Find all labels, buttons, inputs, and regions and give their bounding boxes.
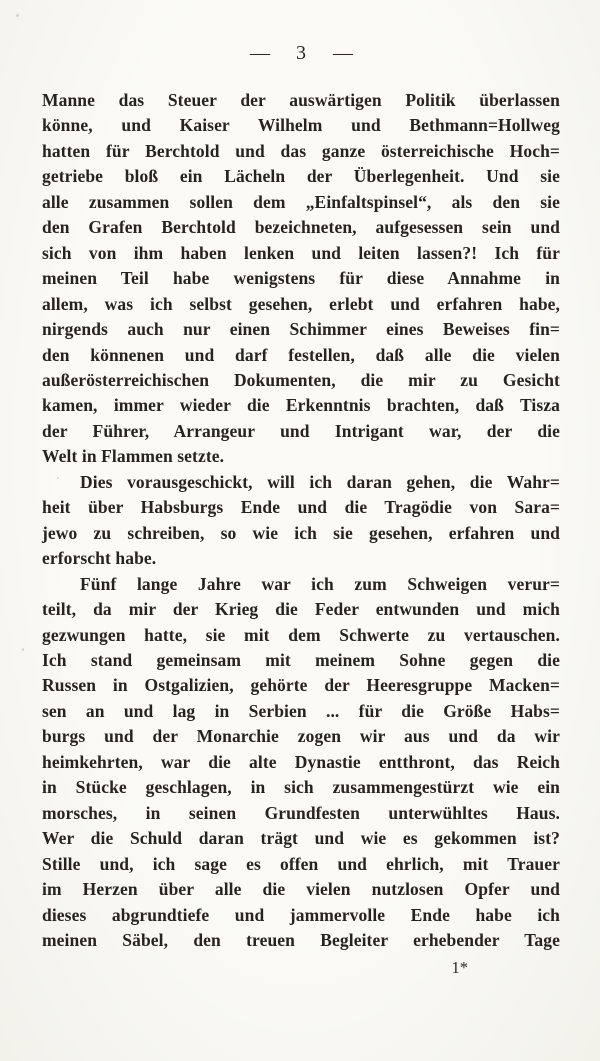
header-dash-right: — bbox=[333, 42, 352, 64]
text-line: hatten für Berchtold und das ganze österreichische Hoch= bbox=[42, 140, 560, 161]
text-line: alle zusammen sollen dem „Einfaltspinsel“, als den sie bbox=[42, 191, 560, 212]
text-line: morsches, in seinen Grundfesten unterwühltes Haus. bbox=[42, 802, 560, 823]
header-dash-left: — bbox=[250, 42, 269, 64]
text-line: getriebe bloß ein Lächeln der Überlegenheit. Und sie bbox=[42, 166, 560, 187]
text-line: gezwungen hatte, sie mit dem Schwerte zu vertauschen. bbox=[42, 624, 560, 645]
page-footer bbox=[42, 958, 560, 978]
text-line: allem, was ich selbst gesehen, erlebt und erfahren habe, bbox=[42, 293, 560, 314]
text-line: außerösterreichischen Dokumenten, die mir zu Gesicht bbox=[42, 369, 560, 390]
text-line: könne, und Kaiser Wilhelm und Bethmann=Hollweg bbox=[42, 115, 560, 136]
text-line: im Herzen über alle die vielen nutzlosen Opfer und bbox=[42, 879, 560, 900]
signature-mark: 1* bbox=[451, 958, 468, 978]
text-block bbox=[42, 88, 560, 953]
text-line: in Stücke geschlagen, in sich zusammengestürzt wie ein bbox=[42, 777, 560, 798]
text-line: teilt, da mir der Krieg die Feder entwunden und mich bbox=[42, 599, 560, 620]
text-line: meinen Säbel, den treuen Begleiter erhebender Tage bbox=[42, 929, 560, 950]
text-line: meinen Teil habe wenigstens für diese Annahme in bbox=[42, 268, 560, 289]
text-line: Ich stand gemeinsam mit meinem Sohne gegen die bbox=[42, 649, 560, 670]
text-line: sen an und lag in Serbien ... für die Größe Habs= bbox=[42, 700, 560, 721]
text-line: Manne das Steuer der auswärtigen Politik überlassen bbox=[42, 90, 560, 110]
scan-speck bbox=[16, 14, 19, 17]
text-line: heit über Habsburgs Ende und die Tragödie von Sara= bbox=[42, 497, 560, 518]
text-line: heimkehrten, war die alte Dynastie entthront, das Reich bbox=[42, 751, 560, 772]
text-line: kamen, immer wieder die Erkenntnis brachten, daß Tisza bbox=[42, 395, 560, 416]
page-number: 3 bbox=[296, 42, 306, 64]
text-line: burgs und der Monarchie zogen wir aus und da wir bbox=[42, 726, 560, 747]
text-line: Wer die Schuld daran trägt und wie es gekommen ist? bbox=[42, 828, 560, 849]
text-line: nirgends auch nur einen Schimmer eines Beweises fin= bbox=[42, 319, 560, 340]
page-header bbox=[42, 42, 560, 64]
text-line: jewo zu schreiben, so wie ich sie gesehen, erfahren und bbox=[42, 522, 560, 543]
scan-speck bbox=[22, 648, 24, 651]
text-line: erforscht habe. bbox=[42, 548, 157, 569]
text-line: Welt in Flammen setzte. bbox=[42, 446, 225, 467]
text-line: der Führer, Arrangeur und Intrigant war, der die bbox=[42, 420, 560, 441]
text-line: Fünf lange Jahre war ich zum Schweigen verur= bbox=[80, 573, 560, 594]
text-line: Dies vorausgeschickt, will ich daran gehen, die Wahr= bbox=[80, 471, 560, 492]
text-line: den Grafen Berchtold bezeichneten, aufgesessen sein und bbox=[42, 217, 560, 238]
text-line: dieses abgrundtiefe und jammervolle Ende habe ich bbox=[42, 904, 560, 925]
text-line: Stille und, ich sage es offen und ehrlich, mit Trauer bbox=[42, 853, 560, 874]
text-line: sich von ihm haben lenken und leiten lassen?! Ich für bbox=[42, 242, 560, 263]
text-line: den könnenen und darf festellen, daß alle die vielen bbox=[42, 344, 560, 365]
text-line: Russen in Ostgalizien, gehörte der Heeresgruppe Macken= bbox=[42, 675, 560, 696]
scan-speck bbox=[57, 477, 59, 479]
